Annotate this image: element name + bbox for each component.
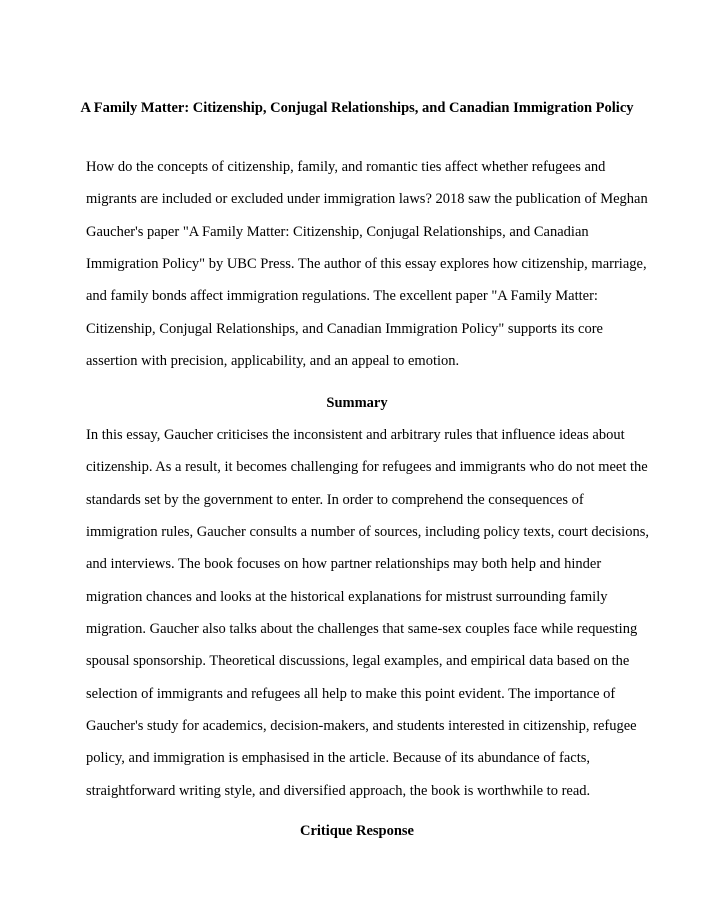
paragraph-line: and family bonds affect immigration regulations. The excellent paper "A Family Matter: xyxy=(86,288,598,305)
paragraph-line: In this essay, Gaucher criticises the inconsistent and arbitrary rules that influence ideas about xyxy=(86,427,625,443)
paragraph-line: migration. Gaucher also talks about the challenges that same-sex couples face while requesting xyxy=(86,621,638,638)
paragraph-line: Gaucher's study for academics, decision-makers, and students interested in citizenship, refugee xyxy=(86,718,637,735)
paragraph-line: citizenship. As a result, it becomes challenging for refugees and immigrants who do not meet the xyxy=(86,459,648,476)
paragraph-line: Immigration Policy" by UBC Press. The author of this essay explores how citizenship, marriage, xyxy=(86,256,647,273)
paragraph-line: immigration rules, Gaucher consults a number of sources, including policy texts, court decisions, xyxy=(86,524,649,541)
document-title: A Family Matter: Citizenship, Conjugal Relationships, and Canadian Immigration Policy xyxy=(80,100,634,116)
summary-heading: Summary xyxy=(326,395,388,411)
paragraph-line: selection of immigrants and refugees all help to make this point evident. The importance of xyxy=(86,685,616,702)
paragraph-line: Gaucher's paper "A Family Matter: Citizenship, Conjugal Relationships, and Canadian xyxy=(86,223,589,240)
paragraph-line: spousal sponsorship. Theoretical discussions, legal examples, and empirical data based on the xyxy=(86,653,630,670)
paragraph-line: straightforward writing style, and diversified approach, the book is worthwhile to read. xyxy=(86,782,591,799)
paragraph-line: and interviews. The book focuses on how partner relationships may both help and hinder xyxy=(86,556,602,573)
paragraph-line: policy, and immigration is emphasised in the article. Because of its abundance of facts, xyxy=(86,750,590,767)
paragraph-line: migration chances and looks at the historical explanations for mistrust surrounding family xyxy=(86,588,608,605)
summary-paragraph xyxy=(86,419,649,807)
paragraph-line: assertion with precision, applicability, and an appeal to emotion. xyxy=(86,353,460,370)
paragraph-line: How do the concepts of citizenship, family, and romantic ties affect whether refugees and xyxy=(86,159,606,175)
paragraph-line: migrants are included or excluded under immigration laws? 2018 saw the publication of Meghan xyxy=(86,191,648,208)
critique-heading: Critique Response xyxy=(300,823,414,839)
paragraph-line: standards set by the government to enter. In order to comprehend the consequences of xyxy=(86,491,584,508)
intro-paragraph xyxy=(86,151,646,377)
paragraph-line: Citizenship, Conjugal Relationships, and Canadian Immigration Policy" supports its core xyxy=(86,320,603,337)
